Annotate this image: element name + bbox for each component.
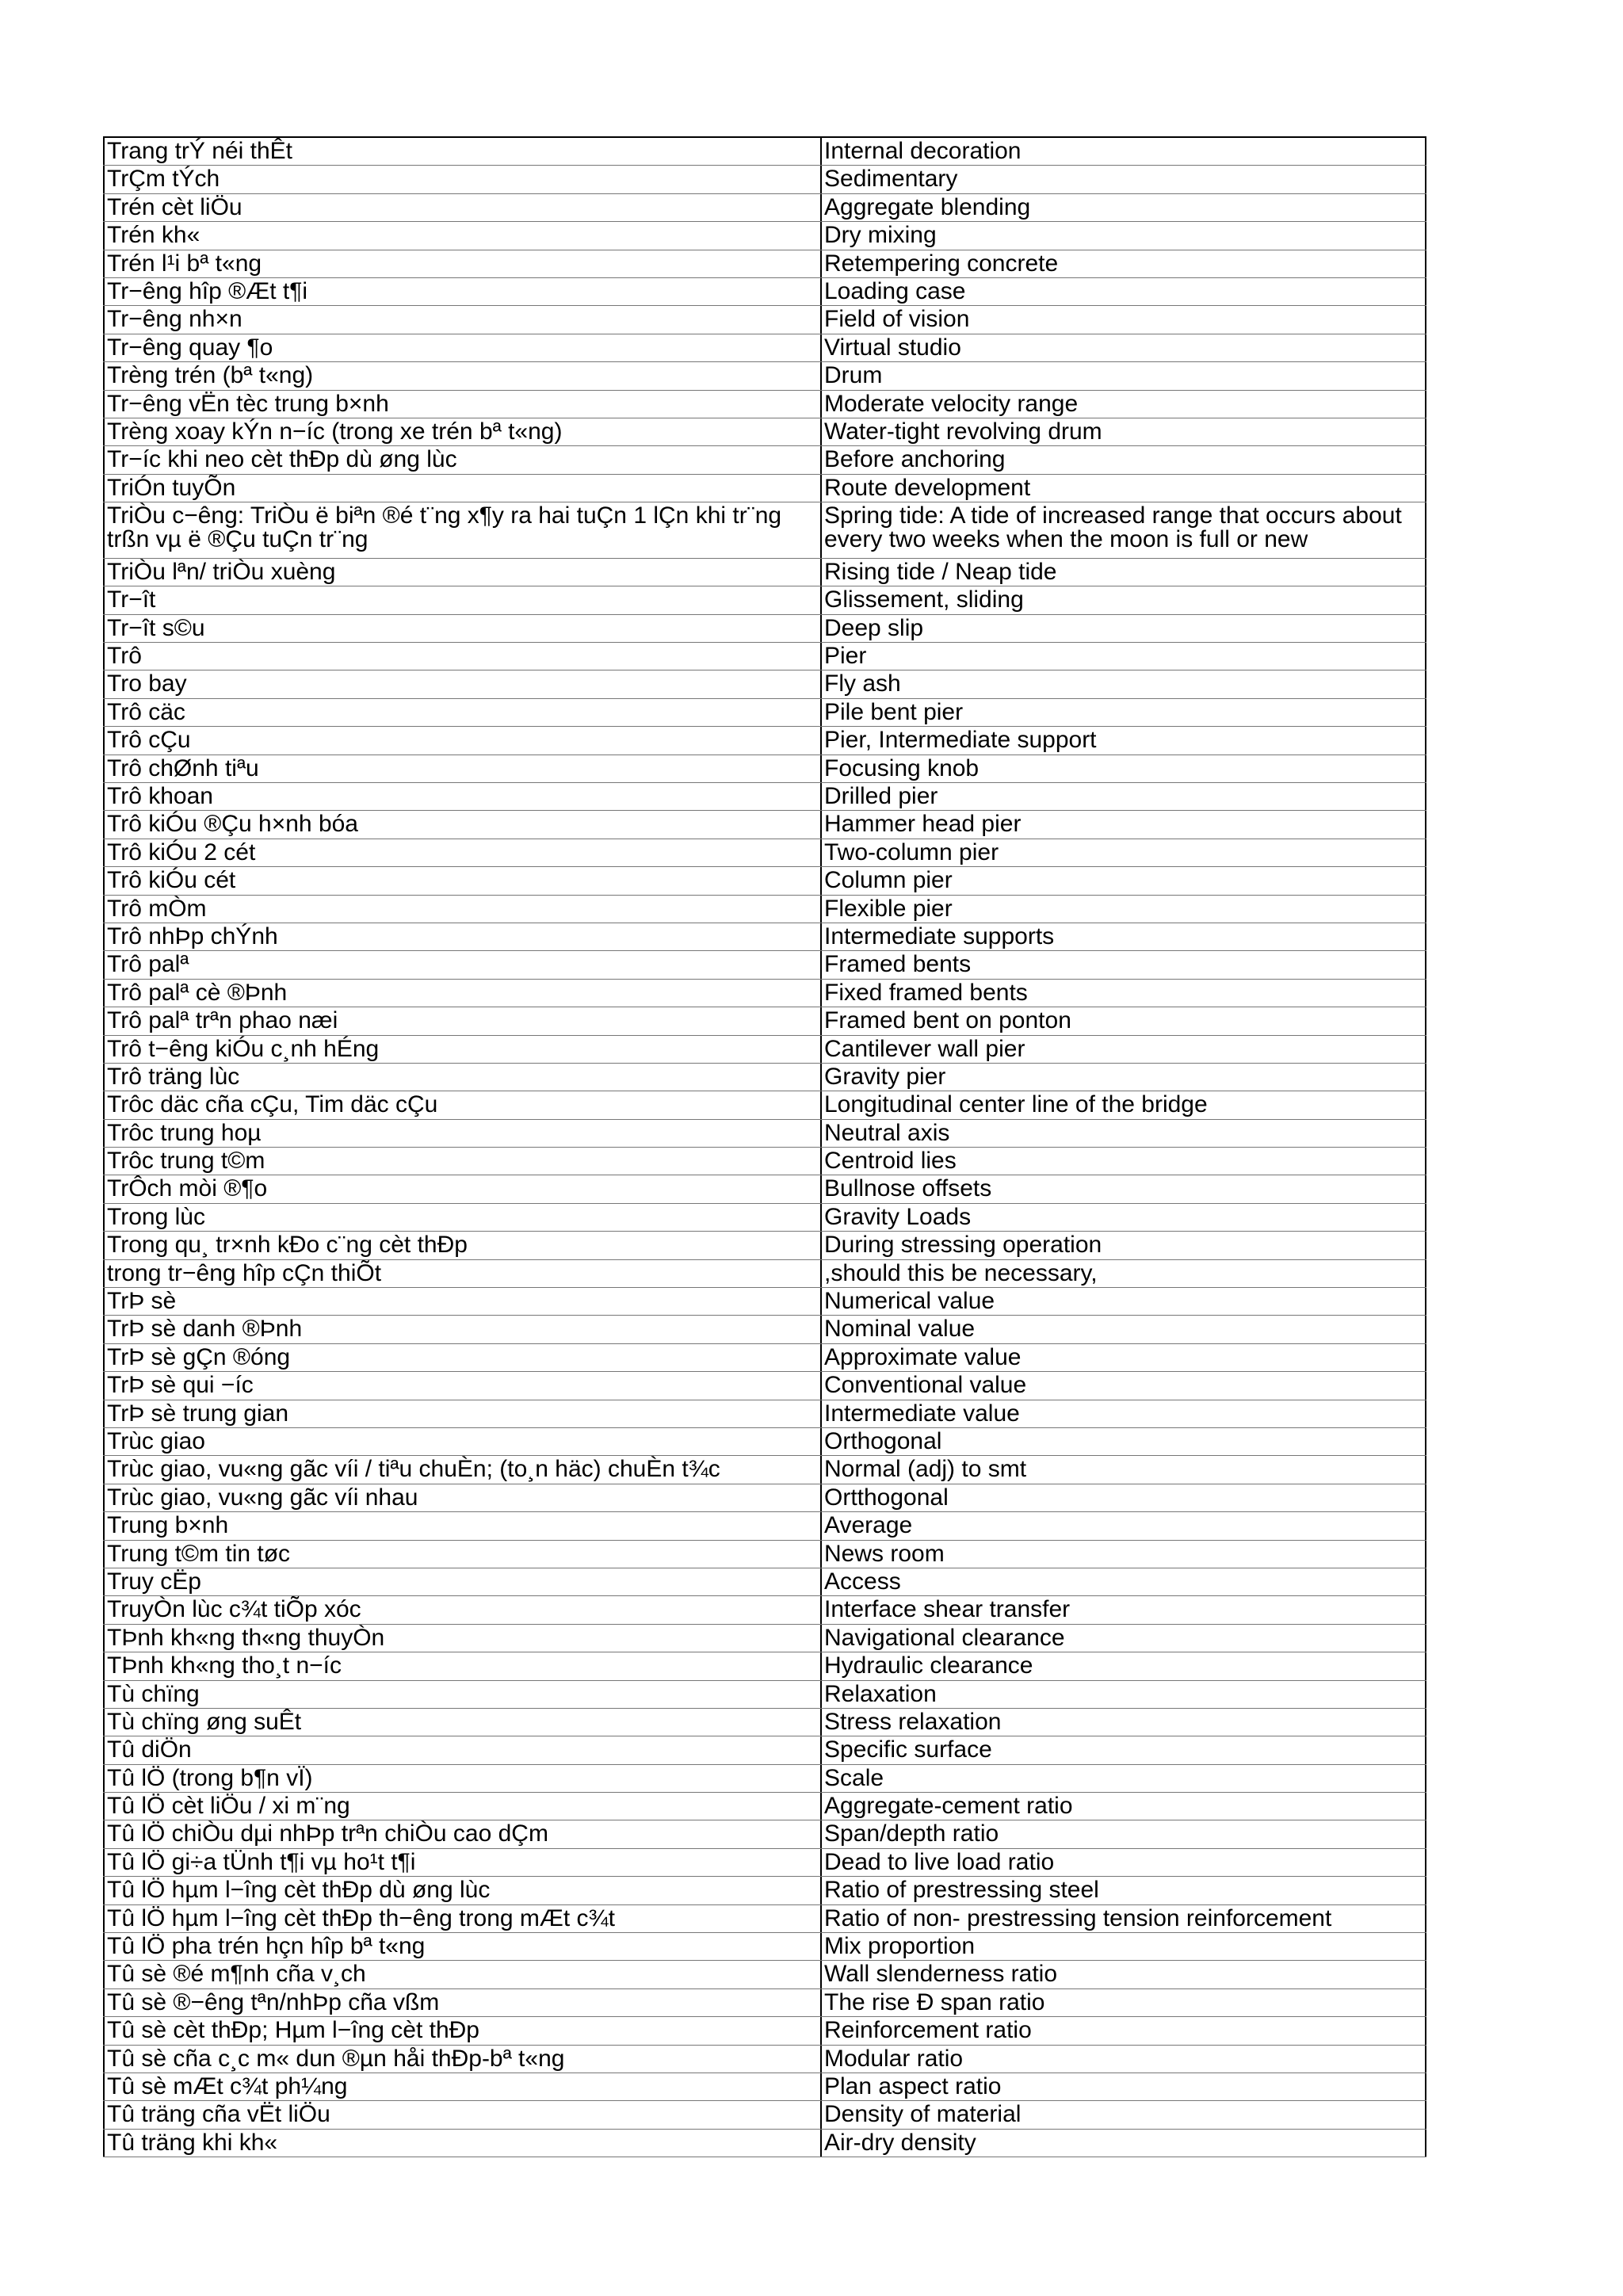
english-term: Water-tight revolving drum <box>820 418 1426 445</box>
vietnamese-term: TriÓn tuyÕn <box>103 475 820 502</box>
table-row <box>103 670 1426 698</box>
english-term: News room <box>820 1541 1426 1568</box>
vietnamese-term: trong tr−êng hîp cÇn thiÕt <box>103 1260 820 1287</box>
table-row <box>103 923 1426 951</box>
table-row <box>103 867 1426 895</box>
vietnamese-term: Trô palª cè ®Þnh <box>103 980 820 1007</box>
english-term: Moderate velocity range <box>820 391 1426 418</box>
vietnamese-term: Trang trÝ néi thÊt <box>103 138 820 165</box>
table-row <box>103 2017 1426 2045</box>
vietnamese-term: Trén cèt liÖu <box>103 194 820 221</box>
english-term: Wall slenderness ratio <box>820 1961 1426 1988</box>
vietnamese-term: Trùc giao, vu«ng gãc víi / tiªu chuÈn; (to¸n häc) chuÈn t¾c <box>103 1456 820 1483</box>
english-term: Framed bent on ponton <box>820 1007 1426 1034</box>
glossary-table <box>103 136 1426 2157</box>
vietnamese-term: Tr−ît s©u <box>103 615 820 642</box>
english-term: Neutral axis <box>820 1120 1426 1147</box>
english-term: Approximate value <box>820 1344 1426 1371</box>
table-row <box>103 1709 1426 1736</box>
table-row <box>103 1232 1426 1259</box>
table-row <box>103 1905 1426 1933</box>
table-row <box>103 1765 1426 1793</box>
table-row <box>103 1007 1426 1035</box>
vietnamese-term: Tû lÖ chiÒu dµi nhÞp trªn chiÒu cao dÇm <box>103 1820 820 1847</box>
table-row <box>103 446 1426 474</box>
table-row <box>103 2101 1426 2129</box>
english-term: Access <box>820 1568 1426 1595</box>
vietnamese-term: Trung t©m tin tøc <box>103 1541 820 1568</box>
table-row <box>103 362 1426 390</box>
english-term: Nominal value <box>820 1316 1426 1343</box>
english-term: Numerical value <box>820 1288 1426 1315</box>
table-row <box>103 1091 1426 1119</box>
table-row <box>103 1877 1426 1904</box>
vietnamese-term: Trung b×nh <box>103 1512 820 1539</box>
vietnamese-term: Trong qu¸ tr×nh kÐo c¨ng cèt thÐp <box>103 1232 820 1259</box>
vietnamese-term: TrÞ sè qui −íc <box>103 1372 820 1399</box>
vietnamese-term: Tû lÖ hµm l−îng cèt thÐp th−êng trong mÆt c¾t <box>103 1905 820 1932</box>
english-term: Hammer head pier <box>820 811 1426 838</box>
table-row <box>103 1849 1426 1877</box>
english-term: Density of material <box>820 2101 1426 2128</box>
table-row <box>103 1036 1426 1064</box>
vietnamese-term: Tû sè ®−êng tªn/nhÞp cña vßm <box>103 1989 820 2016</box>
table-row <box>103 1541 1426 1568</box>
vietnamese-term: Tr−íc khi neo cèt thÐp dù øng lùc <box>103 446 820 473</box>
vietnamese-term: TruyÒn lùc c¾t tiÕp xóc <box>103 1596 820 1623</box>
english-term: Relaxation <box>820 1681 1426 1708</box>
vietnamese-term: Trùc giao, vu«ng gãc víi nhau <box>103 1484 820 1511</box>
vietnamese-term: TÞnh kh«ng th«ng thuyÒn <box>103 1625 820 1652</box>
english-term: The rise Ð span ratio <box>820 1989 1426 2016</box>
english-term: Conventional value <box>820 1372 1426 1399</box>
vietnamese-term: Trô chØnh tiªu <box>103 755 820 782</box>
vietnamese-term: Tr−êng nh×n <box>103 306 820 333</box>
table-row <box>103 1989 1426 2017</box>
english-term: Glissement, sliding <box>820 586 1426 613</box>
vietnamese-term: Trô <box>103 643 820 670</box>
vietnamese-term: TrÔch mòi ®¶o <box>103 1175 820 1202</box>
vietnamese-term: Trô khoan <box>103 783 820 810</box>
table-row <box>103 334 1426 362</box>
vietnamese-term: Tû lÖ gi÷a tÜnh t¶i vµ ho¹t t¶i <box>103 1849 820 1876</box>
vietnamese-term: Trôc däc cña cÇu, Tim däc cÇu <box>103 1091 820 1118</box>
english-term: Specific surface <box>820 1736 1426 1763</box>
vietnamese-term: Tro bay <box>103 670 820 697</box>
vietnamese-term: Trôc trung t©m <box>103 1148 820 1175</box>
english-term: Dead to live load ratio <box>820 1849 1426 1876</box>
english-term: Plan aspect ratio <box>820 2073 1426 2100</box>
english-term: Deep slip <box>820 615 1426 642</box>
table-row <box>103 1652 1426 1680</box>
english-term: Interface shear transfer <box>820 1596 1426 1623</box>
english-term: Sedimentary <box>820 166 1426 193</box>
english-term: Stress relaxation <box>820 1709 1426 1736</box>
table-row <box>103 643 1426 670</box>
english-term: Pile bent pier <box>820 699 1426 726</box>
english-term: Average <box>820 1512 1426 1539</box>
table-row <box>103 418 1426 446</box>
english-term: Mix proportion <box>820 1933 1426 1960</box>
vietnamese-term: Trô kiÓu ®Çu h×nh bóa <box>103 811 820 838</box>
english-term: Dry mixing <box>820 222 1426 249</box>
english-term: Spring tide: A tide of increased range that occurs about every two weeks when the moon is full or new <box>820 502 1426 558</box>
table-row <box>103 138 1426 166</box>
vietnamese-term: Tû träng khi kh« <box>103 2130 820 2157</box>
english-term: Internal decoration <box>820 138 1426 165</box>
vietnamese-term: Tû lÖ hµm l−îng cèt thÐp dù øng lùc <box>103 1877 820 1904</box>
english-term: Flexible pier <box>820 896 1426 923</box>
vietnamese-term: Tû lÖ cèt liÖu / xi m¨ng <box>103 1793 820 1820</box>
table-row <box>103 306 1426 334</box>
vietnamese-term: Tr−êng hîp ®Æt t¶i <box>103 278 820 305</box>
vietnamese-term: Tr−êng vËn tèc trung b×nh <box>103 391 820 418</box>
english-term: Modular ratio <box>820 2046 1426 2073</box>
table-row <box>103 222 1426 250</box>
english-term: Navigational clearance <box>820 1625 1426 1652</box>
table-row <box>103 1596 1426 1624</box>
vietnamese-term: Truy cËp <box>103 1568 820 1595</box>
english-term: Aggregate-cement ratio <box>820 1793 1426 1820</box>
table-row <box>103 1625 1426 1652</box>
english-term: Hydraulic clearance <box>820 1652 1426 1679</box>
table-row <box>103 391 1426 418</box>
table-row <box>103 2073 1426 2101</box>
vietnamese-term: TrÇm tÝch <box>103 166 820 193</box>
vietnamese-term: Trèng trén (bª t«ng) <box>103 362 820 389</box>
table-row <box>103 839 1426 867</box>
table-row <box>103 250 1426 278</box>
table-row <box>103 1512 1426 1540</box>
vietnamese-term: Tû sè cèt thÐp; Hµm l−îng cèt thÐp <box>103 2017 820 2044</box>
vietnamese-term: Trôc trung hoµ <box>103 1120 820 1147</box>
vietnamese-term: Trô palª trªn phao næi <box>103 1007 820 1034</box>
english-term: Air-dry density <box>820 2130 1426 2157</box>
table-row <box>103 1064 1426 1091</box>
table-row <box>103 1400 1426 1428</box>
table-row <box>103 699 1426 727</box>
english-term: Gravity Loads <box>820 1204 1426 1231</box>
english-term: Drilled pier <box>820 783 1426 810</box>
english-term: Drum <box>820 362 1426 389</box>
table-row <box>103 755 1426 783</box>
table-row <box>103 1933 1426 1961</box>
vietnamese-term: Tû träng cña vËt liÖu <box>103 2101 820 2128</box>
table-row <box>103 1260 1426 1288</box>
vietnamese-term: Trô cäc <box>103 699 820 726</box>
vietnamese-term: Trô kiÓu 2 cét <box>103 839 820 866</box>
vietnamese-term: Trô palª <box>103 951 820 978</box>
english-term: Virtual studio <box>820 334 1426 361</box>
vietnamese-term: Tù chïng øng suÊt <box>103 1709 820 1736</box>
vietnamese-term: Tû lÖ pha trén hçn hîp bª t«ng <box>103 1933 820 1960</box>
table-row <box>103 194 1426 222</box>
table-row <box>103 615 1426 643</box>
english-term: Scale <box>820 1765 1426 1792</box>
vietnamese-term: Trén kh« <box>103 222 820 249</box>
table-row <box>103 1681 1426 1709</box>
english-term: Two-column pier <box>820 839 1426 866</box>
table-row <box>103 1316 1426 1343</box>
table-row <box>103 1820 1426 1848</box>
vietnamese-term: Tû sè ®é m¶nh cña v¸ch <box>103 1961 820 1988</box>
vietnamese-term: TrÞ sè trung gian <box>103 1400 820 1427</box>
vietnamese-term: Trong lùc <box>103 1204 820 1231</box>
vietnamese-term: Tû sè cña c¸c m« dun ®µn håi thÐp-bª t«ng <box>103 2046 820 2073</box>
table-row <box>103 896 1426 923</box>
vietnamese-term: Trô cÇu <box>103 727 820 754</box>
english-term: Retempering concrete <box>820 250 1426 277</box>
table-row <box>103 1288 1426 1316</box>
table-row <box>103 1484 1426 1512</box>
vietnamese-term: TÞnh kh«ng tho¸t n−íc <box>103 1652 820 1679</box>
vietnamese-term: TrÞ sè <box>103 1288 820 1315</box>
english-term: Ortthogonal <box>820 1484 1426 1511</box>
english-term: Bullnose offsets <box>820 1175 1426 1202</box>
english-term: Ratio of non- prestressing tension reinforcement <box>820 1905 1426 1932</box>
table-row <box>103 783 1426 811</box>
english-term: Orthogonal <box>820 1428 1426 1455</box>
english-term: Longitudinal center line of the bridge <box>820 1091 1426 1118</box>
vietnamese-term: Tû sè mÆt c¾t ph¼ng <box>103 2073 820 2100</box>
table-row <box>103 1120 1426 1148</box>
table-row <box>103 502 1426 559</box>
table-row <box>103 1372 1426 1400</box>
english-term: Normal (adj) to smt <box>820 1456 1426 1483</box>
table-row <box>103 586 1426 614</box>
vietnamese-term: TrÞ sè gÇn ®óng <box>103 1344 820 1371</box>
english-term: Aggregate blending <box>820 194 1426 221</box>
english-term: ,should this be necessary, <box>820 1260 1426 1287</box>
table-row <box>103 1204 1426 1232</box>
table-row <box>103 1428 1426 1456</box>
english-term: Rising tide / Neap tide <box>820 559 1426 586</box>
vietnamese-term: Tû diÖn <box>103 1736 820 1763</box>
table-row <box>103 1456 1426 1484</box>
table-row <box>103 278 1426 306</box>
english-term: Cantilever wall pier <box>820 1036 1426 1063</box>
vietnamese-term: Trô kiÓu cét <box>103 867 820 894</box>
english-term: Pier, Intermediate support <box>820 727 1426 754</box>
vietnamese-term: Tù chïng <box>103 1681 820 1708</box>
table-row <box>103 475 1426 502</box>
table-row <box>103 2130 1426 2157</box>
vietnamese-term: Tr−ît <box>103 586 820 613</box>
english-term: Gravity pier <box>820 1064 1426 1091</box>
english-term: Intermediate value <box>820 1400 1426 1427</box>
vietnamese-term: Trô träng lùc <box>103 1064 820 1091</box>
vietnamese-term: Trô t−êng kiÓu c¸nh hÉng <box>103 1036 820 1063</box>
english-term: Field of vision <box>820 306 1426 333</box>
table-row <box>103 951 1426 979</box>
english-term: Fly ash <box>820 670 1426 697</box>
vietnamese-term: TriÒu c−êng: TriÒu ë biªn ®é t¨ng x¶y ra hai tuÇn 1 lÇn khi tr¨ng trßn vµ ë ®Çu tuÇn tr¨ng <box>103 502 820 558</box>
table-row <box>103 1568 1426 1596</box>
table-row <box>103 559 1426 586</box>
vietnamese-term: Tû lÖ (trong b¶n vÏ) <box>103 1765 820 1792</box>
english-term: Loading case <box>820 278 1426 305</box>
table-row <box>103 727 1426 755</box>
table-row <box>103 2046 1426 2073</box>
table-row <box>103 166 1426 193</box>
vietnamese-term: Trô mÒm <box>103 896 820 923</box>
english-term: Ratio of prestressing steel <box>820 1877 1426 1904</box>
vietnamese-term: TrÞ sè danh ®Þnh <box>103 1316 820 1343</box>
english-term: Intermediate supports <box>820 923 1426 950</box>
english-term: Centroid lies <box>820 1148 1426 1175</box>
english-term: Span/depth ratio <box>820 1820 1426 1847</box>
table-row <box>103 1961 1426 1988</box>
table-row <box>103 980 1426 1007</box>
table-row <box>103 1175 1426 1203</box>
english-term: Column pier <box>820 867 1426 894</box>
english-term: Fixed framed bents <box>820 980 1426 1007</box>
vietnamese-term: Trèng xoay kÝn n−íc (trong xe trén bª t«ng) <box>103 418 820 445</box>
table-row <box>103 1736 1426 1764</box>
vietnamese-term: Trùc giao <box>103 1428 820 1455</box>
table-row <box>103 1148 1426 1175</box>
vietnamese-term: Trô nhÞp chÝnh <box>103 923 820 950</box>
english-term: Framed bents <box>820 951 1426 978</box>
english-term: During stressing operation <box>820 1232 1426 1259</box>
english-term: Route development <box>820 475 1426 502</box>
table-row <box>103 1344 1426 1372</box>
vietnamese-term: Tr−êng quay ¶o <box>103 334 820 361</box>
vietnamese-term: Trén l¹i bª t«ng <box>103 250 820 277</box>
vietnamese-term: TriÒu lªn/ triÒu xuèng <box>103 559 820 586</box>
table-row <box>103 811 1426 839</box>
english-term: Pier <box>820 643 1426 670</box>
english-term: Before anchoring <box>820 446 1426 473</box>
english-term: Focusing knob <box>820 755 1426 782</box>
english-term: Reinforcement ratio <box>820 2017 1426 2044</box>
table-row <box>103 1793 1426 1820</box>
